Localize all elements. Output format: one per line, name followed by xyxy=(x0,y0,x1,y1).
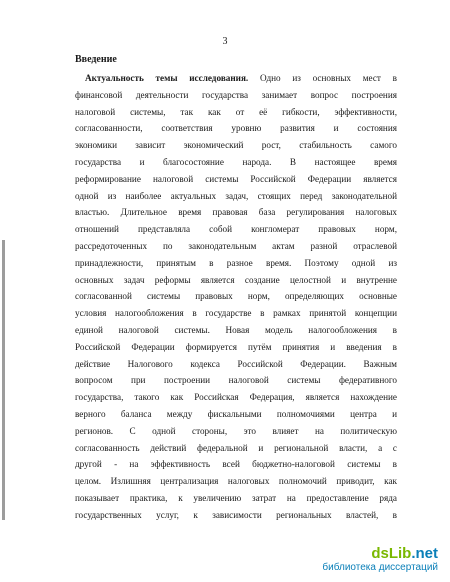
line-text: финансовой деятельности государства занимает вопрос построения xyxy=(75,89,397,100)
line-text: государства и благосостояние народа. В настоящее время xyxy=(75,156,397,167)
line-text: согласованной системы правовых норм, определяющих основные xyxy=(75,291,397,302)
text-line xyxy=(75,389,397,406)
line-text: верного баланса между фискальными полномочиями центра и xyxy=(75,408,397,419)
text-line xyxy=(75,120,397,137)
text-line xyxy=(75,188,397,205)
text-line xyxy=(75,356,397,373)
line-text: вопросом при построении налоговой системы федеративного xyxy=(75,375,397,386)
line-text: принадлежности, принятым в разное время. Поэтому одной из xyxy=(75,257,397,268)
line-text: условия налогообложения в государстве в рамках принятой концепции xyxy=(75,308,397,319)
watermark-logo xyxy=(322,546,438,562)
line-text: государственных услуг, к зависимости региональных властей, в xyxy=(75,509,397,520)
text-line xyxy=(75,87,397,104)
watermark-logo-part2: .net xyxy=(411,545,438,562)
line-text: Российской Федерации формируется путём принятия и введения в xyxy=(75,341,397,352)
line-text: действие Налогового кодекса Российской Федерации. Важным xyxy=(75,358,397,369)
line-text: основных задач реформы является создание целостной и внутренне xyxy=(75,274,397,285)
text-line xyxy=(75,406,397,423)
line-text: согласованность действий федеральной и региональной власти, а с xyxy=(75,442,397,453)
line-text: другой - на эффективность всей бюджетно-налоговой системы в xyxy=(75,459,397,470)
text-line xyxy=(75,423,397,440)
body-text xyxy=(75,70,397,524)
text-line xyxy=(75,440,397,457)
line-text: налоговой системы, так как от её гибкости, эффективности, xyxy=(75,106,397,117)
page-number: 3 xyxy=(222,36,228,47)
text-line xyxy=(75,104,397,121)
text-line xyxy=(75,305,397,322)
text-line xyxy=(75,137,397,154)
watermark-subtitle: библиотека диссертаций xyxy=(322,562,438,573)
text-line xyxy=(75,372,397,389)
line-text: Одно из основных мест в xyxy=(248,73,397,83)
text-line xyxy=(75,322,397,339)
watermark xyxy=(322,546,438,574)
text-line xyxy=(75,456,397,473)
line-text: экономики зависит экономический рост, стабильность самого xyxy=(75,140,397,151)
text-line xyxy=(75,473,397,490)
line-text: отношений представляла собой конгломерат правовых норм, xyxy=(75,224,397,235)
line-text: властью. Длительное время правовая база регулирования налоговых xyxy=(75,207,397,218)
watermark-logo-part1: dsLib xyxy=(371,545,412,562)
text-line xyxy=(75,70,397,87)
scan-edge-mark xyxy=(2,240,5,520)
section-heading: Введение xyxy=(75,54,117,65)
line-text: единой налоговой системы. Новая модель налогообложения в xyxy=(75,324,397,335)
text-line xyxy=(75,238,397,255)
line-text: реформирование налоговой системы Российской Федерации является xyxy=(75,173,397,184)
text-line xyxy=(75,288,397,305)
text-line xyxy=(75,339,397,356)
line-text: государства, такого как Российская Федерация, является нахождение xyxy=(75,392,397,403)
text-line xyxy=(75,154,397,171)
bold-lead: Актуальность темы исследования. xyxy=(85,73,249,83)
text-line xyxy=(75,272,397,289)
line-text: целом. Излишняя централизация налоговых полномочий приводит, как xyxy=(75,476,397,487)
text-line xyxy=(75,171,397,188)
line-text: рассредоточенных по законодательным актам разной отраслевой xyxy=(75,240,397,251)
line-text: регионов. С одной стороны, это влияет на политическую xyxy=(75,425,397,436)
text-line xyxy=(75,204,397,221)
text-line xyxy=(75,221,397,238)
text-line xyxy=(75,490,397,507)
text-line xyxy=(75,255,397,272)
line-text: показывает практика, к увеличению затрат на предоставление ряда xyxy=(75,492,397,503)
line-text: согласованности, соответствия уровню развития и состояния xyxy=(75,123,397,134)
text-line xyxy=(75,507,397,524)
line-text: одной из наиболее актуальных задач, стоящих перед законодательной xyxy=(75,190,397,201)
